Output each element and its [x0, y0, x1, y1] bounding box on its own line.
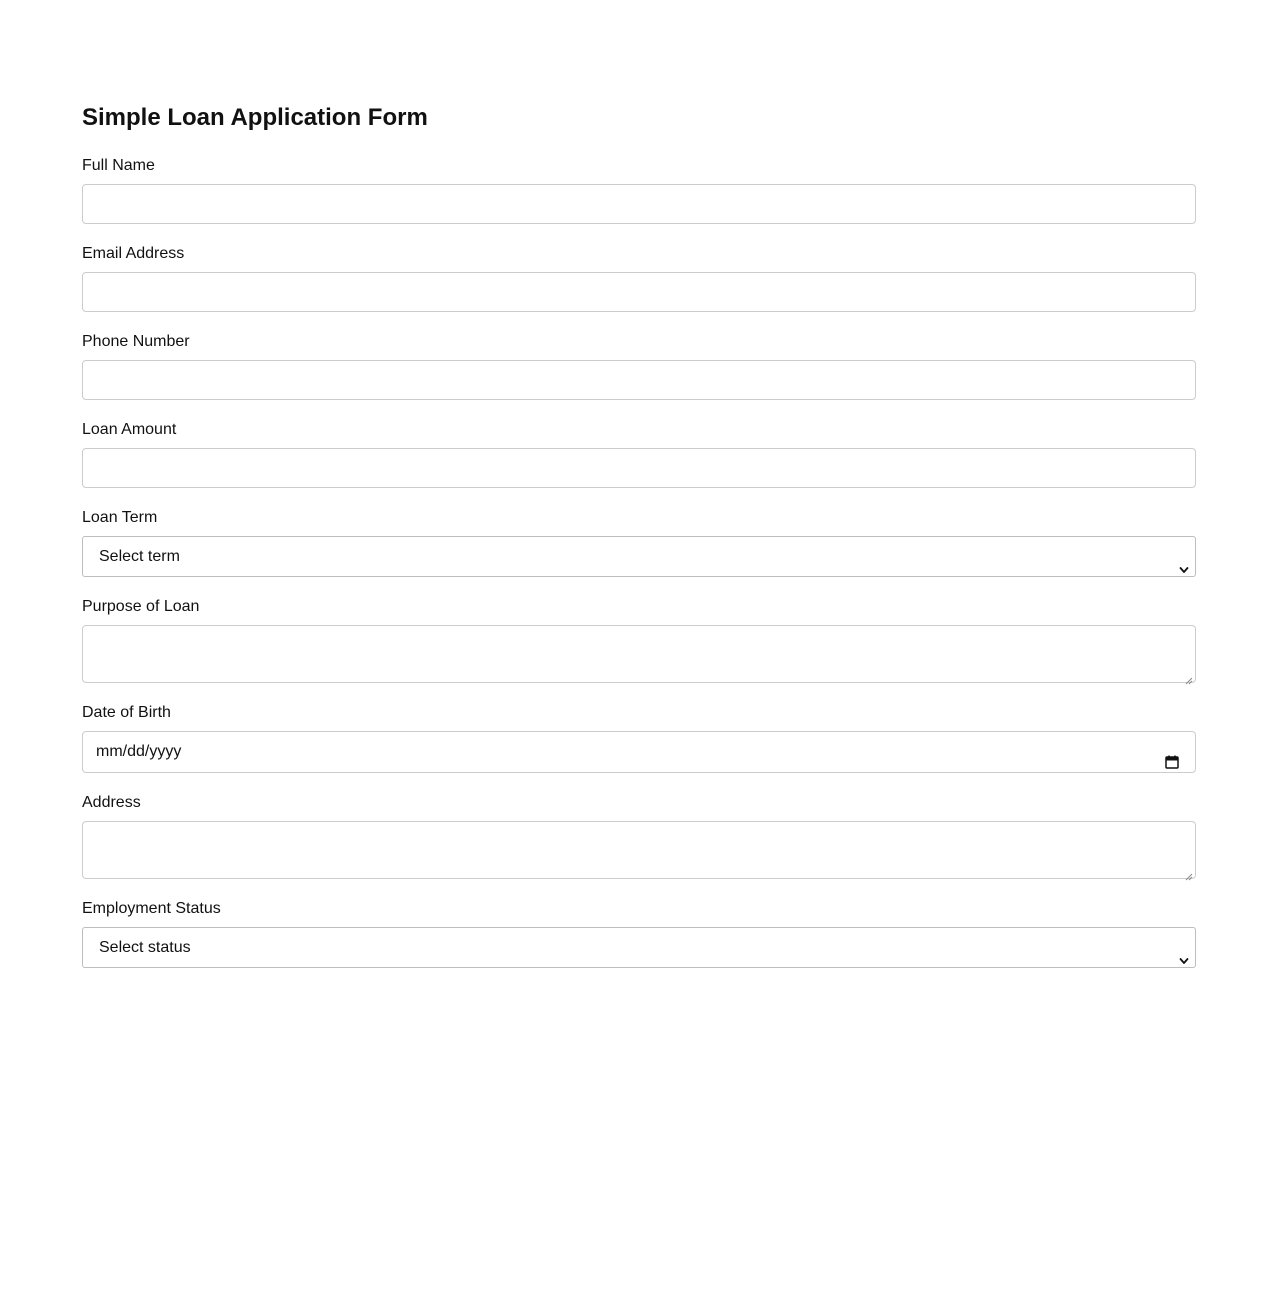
phone-input[interactable] — [82, 360, 1196, 400]
full-name-field — [82, 156, 1196, 176]
full-name-input[interactable] — [82, 184, 1196, 224]
address-label: Address — [82, 794, 141, 811]
loan-amount-label: Loan Amount — [82, 421, 177, 438]
loan-term-select[interactable] — [82, 536, 1196, 577]
employment-status-label: Employment Status — [82, 900, 221, 917]
employment-status-selected-value: Select status — [99, 939, 191, 956]
loan-term-field — [82, 508, 1196, 565]
dob-field — [82, 703, 1196, 760]
dob-input[interactable] — [82, 731, 1196, 773]
page-title: Simple Loan Application Form — [82, 104, 428, 131]
resize-handle-icon[interactable] — [1185, 868, 1193, 876]
employment-status-field — [82, 899, 1196, 956]
address-field — [82, 793, 1196, 813]
purpose-textarea[interactable] — [82, 625, 1196, 683]
address-textarea[interactable] — [82, 821, 1196, 879]
purpose-field — [82, 597, 1196, 617]
loan-term-label: Loan Term — [82, 509, 158, 526]
full-name-label: Full Name — [82, 157, 155, 174]
loan-application-form — [82, 102, 1196, 956]
loan-term-selected-value: Select term — [99, 548, 180, 565]
calendar-icon[interactable] — [1165, 745, 1179, 759]
phone-field — [82, 332, 1196, 352]
dob-placeholder: mm/dd/yyyy — [96, 743, 182, 760]
email-input[interactable] — [82, 272, 1196, 312]
employment-status-select[interactable] — [82, 927, 1196, 968]
chevron-down-icon — [1179, 551, 1189, 561]
email-label: Email Address — [82, 245, 185, 262]
dob-label: Date of Birth — [82, 704, 171, 721]
resize-handle-icon[interactable] — [1185, 672, 1193, 680]
email-field — [82, 244, 1196, 264]
purpose-label: Purpose of Loan — [82, 598, 200, 615]
chevron-down-icon — [1179, 942, 1189, 952]
phone-label: Phone Number — [82, 333, 190, 350]
loan-amount-input[interactable] — [82, 448, 1196, 488]
loan-amount-field — [82, 420, 1196, 440]
